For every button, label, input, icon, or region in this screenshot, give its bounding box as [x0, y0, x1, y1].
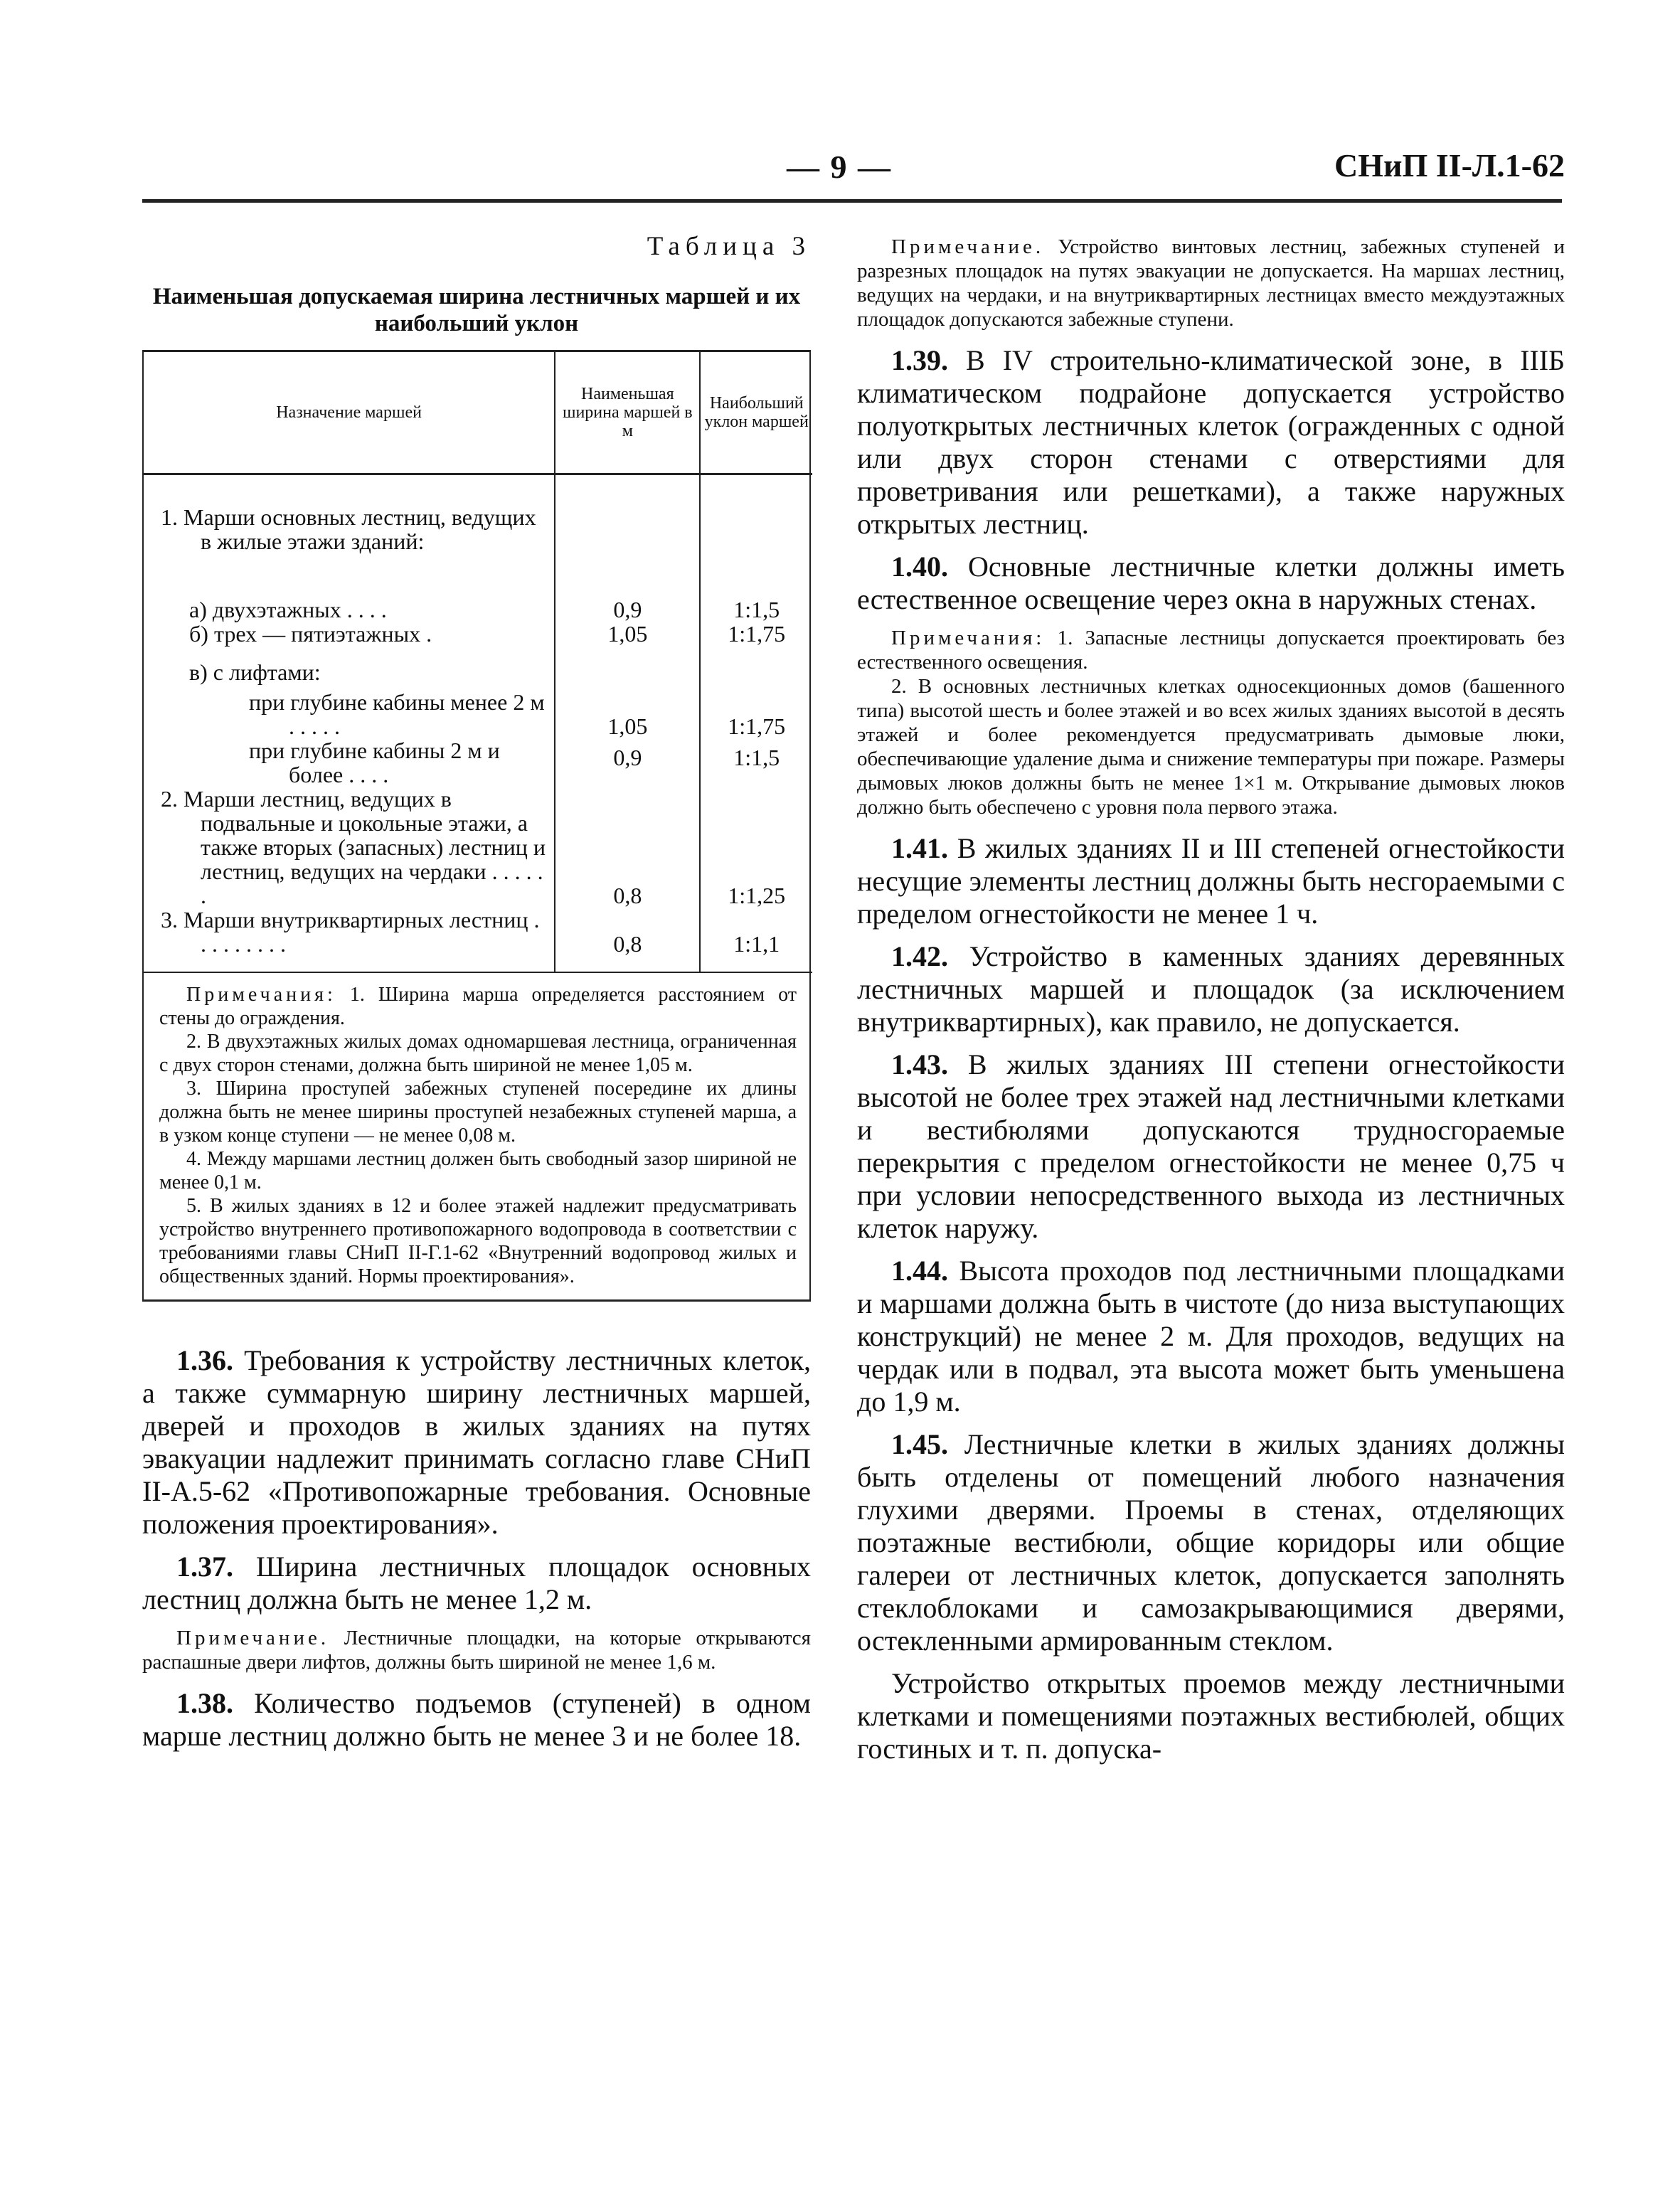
paragraph-1-37: 1.37. Ширина лестничных площадок основных лестниц должна быть не менее 1,2 м. [142, 1551, 811, 1615]
table-3 [142, 350, 811, 1302]
page-number: — 9 — [787, 149, 892, 185]
table-3-grid [144, 352, 812, 1299]
row-slope: 1:1,5 [700, 597, 812, 622]
paragraph-1-43: 1.43. В жилых зданиях III степени огнестойкости высотой не более трех этажей над лестничными клетками и вестибюлями допускаются трудносгораемые перекрытия с пределом огнестойкости не менее 0,75 ч при условии непосредственного выхода из лестничных клеток наружу. [857, 1048, 1565, 1244]
paragraph-1-42: 1.42. Устройство в каменных зданиях деревянных лестничных маршей и площадок (за исключением внутриквартирных), как правило, не допускается. [857, 940, 1565, 1038]
paragraph-1-45: 1.45. Лестничные клетки в жилых зданиях должны быть отделены от помещений любого назначения глухими дверями. Проемы в стенах, отделяющих поэтажные вестибюли, общие коридоры или общие галереи от лестничных клеток, допускается заполнять стеклоблоками и самозакрывающимися дверями, остекленными армированным стеклом. [857, 1428, 1565, 1657]
table-header-purpose: Назначение маршей [144, 352, 555, 474]
row-label: 2. Марши лестниц, ведущих в подвальные и цокольные этажи, а также вторых (запасных) лестниц и лестниц, ведущих на чердаки . . . . . . [161, 786, 546, 908]
row-width [555, 474, 700, 598]
paragraph-1-38: 1.38. Количество подъемов (ступеней) в одном марше лестниц должно быть не менее 3 и не более 18. [142, 1687, 811, 1752]
table-notes-label: Примечания: [186, 984, 336, 1006]
table-header-slope: Наибольший уклон маршей [700, 352, 812, 474]
row-label: в) с лифтами: [189, 659, 321, 685]
right-body-text [857, 344, 1565, 616]
row-slope: 1:1,1 [700, 908, 812, 972]
row-slope [700, 474, 812, 598]
table-note: 1. Ширина марша определяется расстоянием от стены до ограждения. [159, 984, 797, 1029]
row-label: а) двухэтажных . . . . [189, 597, 387, 622]
row-label: при глубине кабины менее 2 м . . . . . [249, 689, 545, 739]
left-body-text-2 [142, 1687, 811, 1753]
right-column [857, 235, 1565, 1775]
row-slope: 1:1,75 [700, 622, 812, 654]
row-slope: 1:1,75 [700, 690, 812, 738]
table-row [144, 787, 812, 908]
table-row [144, 474, 812, 598]
row-width: 0,8 [555, 908, 700, 972]
table-row [144, 908, 812, 972]
row-width: 1,05 [555, 690, 700, 738]
table-note: 5. В жилых зданиях в 12 и более этажей надлежит предусматривать устройство внутреннего противопожарного водопровода в соответствии с требованиями главы СНиП II-Г.1-62 «Внутренний водопровод жилых и общественных зданий. Нормы проектирования». [159, 1195, 797, 1287]
table-header-width: Наименьшая ширина маршей в м [555, 352, 700, 474]
row-width: 0,9 [555, 597, 700, 622]
paragraph-1-44: 1.44. Высота проходов под лестничными площадками и маршами должна быть в чистоте (до низа выступающих конструкций) не менее 2 м. Для проходов, ведущих на чердак или в подвал, эта высота может быть уменьшена до 1,9 м. [857, 1255, 1565, 1418]
table-note: 4. Между маршами лестниц должен быть свободный зазор шириной не менее 0,1 м. [159, 1148, 797, 1193]
table-note: 2. В двухэтажных жилых домах одномаршевая лестница, ограниченная с двух сторон стенами, должна быть шириной не менее 1,05 м. [159, 1031, 797, 1076]
row-width: 1,05 [555, 622, 700, 654]
paragraph-1-36: 1.36. Требования к устройству лестничных клеток, а также суммарную ширину лестничных маршей, дверей и проходов в жилых зданиях на путях эвакуации надлежит принимать согласно главе СНиП II-А.5-62 «Противопожарные требования. Основные положения проектирования». [142, 1344, 812, 1540]
row-width: 0,9 [555, 738, 700, 787]
row-slope: 1:1,5 [700, 738, 812, 787]
table-row [144, 654, 812, 690]
row-label: при глубине кабины 2 м и более . . . . [249, 738, 500, 787]
table-notes [144, 973, 812, 1299]
row-slope: 1:1,25 [700, 787, 812, 908]
row-label: б) трех — пятиэтажных . [189, 621, 432, 647]
table-row [144, 597, 812, 622]
document-code: СНиП II-Л.1-62 [1334, 147, 1565, 184]
paragraph-1-41: 1.41. В жилых зданиях II и III степеней огнестойкости несущие элементы лестниц должны быть несгораемыми с пределом огнестойкости не менее 1 ч. [857, 832, 1565, 930]
table-notes-row [144, 972, 812, 1299]
table-row [144, 622, 812, 654]
table-title: Наименьшая допускаемая ширина лестничных маршей и их наибольший уклон [152, 284, 801, 336]
left-body-text [142, 1344, 811, 1616]
table-caption: Таблица 3 [647, 232, 811, 261]
left-column [142, 231, 811, 1763]
row-label: 3. Марши внутриквартирных лестниц . . . . . . . . . [161, 907, 540, 957]
header-rule [142, 199, 1562, 203]
paragraph-1-45-continued: Устройство открытых проемов между лестничными клетками и помещениями поэтажных вестибюлей, общих гостиных и т. п. допуска- [857, 1667, 1565, 1765]
row-width: 0,8 [555, 787, 700, 908]
row-slope [700, 654, 812, 690]
row-label: 1. Марши основных лестниц, ведущих в жилые этажи зданий: [161, 504, 536, 554]
paragraph-1-40: 1.40. Основные лестничные клетки должны иметь естественное освещение через окна в наружных стенах. [857, 551, 1565, 615]
table-row [144, 690, 812, 738]
row-width [555, 654, 700, 690]
table-note: 3. Ширина проступей забежных ступеней посередине их длины должна быть не менее ширины проступей незабежных ступеней марша, а в узком конце ступени — не менее 0,08 м. [159, 1078, 797, 1147]
note-1-38: Примечание. Устройство винтовых лестниц, забежных ступеней и разрезных площадок на путях эвакуации не допускается. На маршах лестниц, ведущих на чердаки, и на внутриквартирных лестницах вместо междуэтажных площадок допускаются забежные ступени. [857, 235, 1565, 331]
right-body-text-2 [857, 832, 1565, 1765]
notes-1-40: Примечания: 1. Запасные лестницы допускается проектировать без естественного освещения. 2. В основных лестничных клетках односекционных домов (башенного типа) высотой шесть и более этажей и во всех жилых зданиях высотой в десять этажей и более рекомендуется предусматривать дымовые люки, обеспечивающие удаление дыма и снижение температуры при пожаре. Размеры дымовых люков должны быть не менее 1×1 м. Открывание дымовых люков должно быть обеспечено с уровня пола первого этажа. [857, 627, 1565, 819]
table-row [144, 738, 812, 787]
note-1-37: Примечание. Лестничные площадки, на которые открываются распашные двери лифтов, должны быть шириной не менее 1,6 м. [142, 1627, 812, 1674]
table-body [144, 474, 812, 1300]
paragraph-1-39: 1.39. В IV строительно-климатической зоне, в IIIБ климатическом подрайоне допускается устройство полуоткрытых лестничных клеток (огражденных с одной или двух сторон стенами с отверстиями для проветривания или решетками), а также наружных открытых лестниц. [857, 344, 1565, 540]
